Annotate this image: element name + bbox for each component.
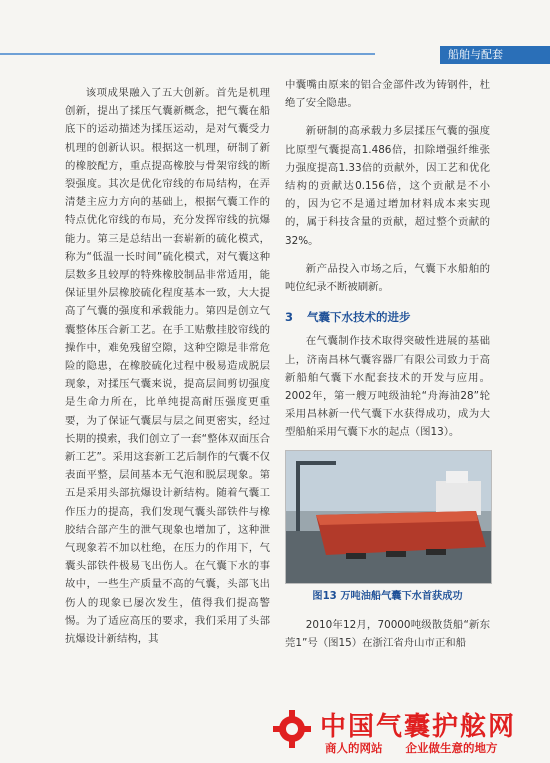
ship-launch-illustration [286,451,491,583]
left-column [65,84,270,648]
section-heading-text: 气囊下水技术的进步 [307,310,411,325]
right-para-1: 中囊嘴由原来的铝合金部件改为铸钢件，杜绝了安全隐患。 [285,79,490,110]
right-para-5: 2010年12月，70000吨级散货船“新东莞1”号（图15）在浙江省舟山市正和船 [285,618,490,650]
header-rule [0,53,375,55]
footer-subtitle: 商人的网站 企业做生意的地方 [325,741,498,755]
left-body-text: 该项成果融入了五大创新。首先是机理创新，提出了揉压气囊新概念，把气囊在船底下的运动描述为揉压运动，是对气囊受力机理的创新认识。根据这一机理，研制了新的橡胶配方，重点提高橡胶与骨架帘线的断裂强度。其次是优化帘线的布局结构，在弄清楚主应力方向的基础上，根据气囊工作的特点优化帘线的布局，充分发挥帘线的抗爆能力。第三是总结出一套崭新的硫化模式，称为“低温一长时间”硫化模式，对气囊这种层数多且较厚的特殊橡胶制品非常适用，能保证里外层橡胶硫化程度基本一致，大大提高了气囊的强度和承载能力。第四是创立气囊整体压合新工艺。在手工贴敷挂胶帘线的操作中，难免残留空隙，这种空隙是非常危险的隐患，在橡胶硫化过程中极易造成脱层现象，对揉压气囊来说，提高层间剪切强度是生命力所在，比单纯提高耐压强度更重要，为了保证气囊层与层之间更密实，经过长期的摸索，我们创立了一套“整体双面压合新工艺”。采用这套新工艺后制作的气囊不仅表面平整，层间基本无气泡和脱层现象。第五是采用头部抗爆设计新结构。随着气囊工作压力的提高，我们发现气囊头部铁件与橡胶结合部产生的泄气现象也增加了，这种泄气现象若不加以杜绝，在压力的作用下，气囊头部铁件极易飞出伤人。在气囊下水的事故中，一些生产质量不高的气囊，头部飞出伤人的现象已屡次发生，值得我们提高警惕。为了适应高压的要求，我们采用了头部抗爆设计新结构，其 [65,87,270,646]
section-heading-number: 3 [285,310,294,325]
ship-launch-photo [285,450,492,584]
right-para-4: 在气囊制作技术取得突破性进展的基础上，济南昌林气囊容器厂有限公司致力于高新船舶气囊下水配套技术的开发与应用。2002年，第一艘万吨级油轮“舟海油28”轮采用昌林新一代气囊下水获得成功，成为大型船舶采用气囊下水的起点（图13）。 [285,335,490,439]
right-para-2: 新研制的高承载力多层揉压气囊的强度比原型气囊提高1.486倍，扣除增强纤维张力强度提高1.33倍的贡献外，因工艺和优化结构的贡献达0.156倍，这个贡献是不小的，因为它不是通过增加材料成本来实现的，属于科技含量的贡献，超过整个贡献的32%。 [285,125,490,247]
figure-caption: 图13 万吨油船气囊下水首获成功 [312,590,463,602]
section-tag: 船舶与配套 [440,46,550,64]
section-heading [285,308,490,326]
right-column [285,76,490,652]
watermark-footer [265,704,550,763]
footer-title: 中国气囊护舷网 [320,712,517,742]
right-para-3: 新产品投入市场之后，气囊下水船舶的吨位纪录不断被刷新。 [285,262,490,294]
gear-logo-icon [271,708,313,750]
